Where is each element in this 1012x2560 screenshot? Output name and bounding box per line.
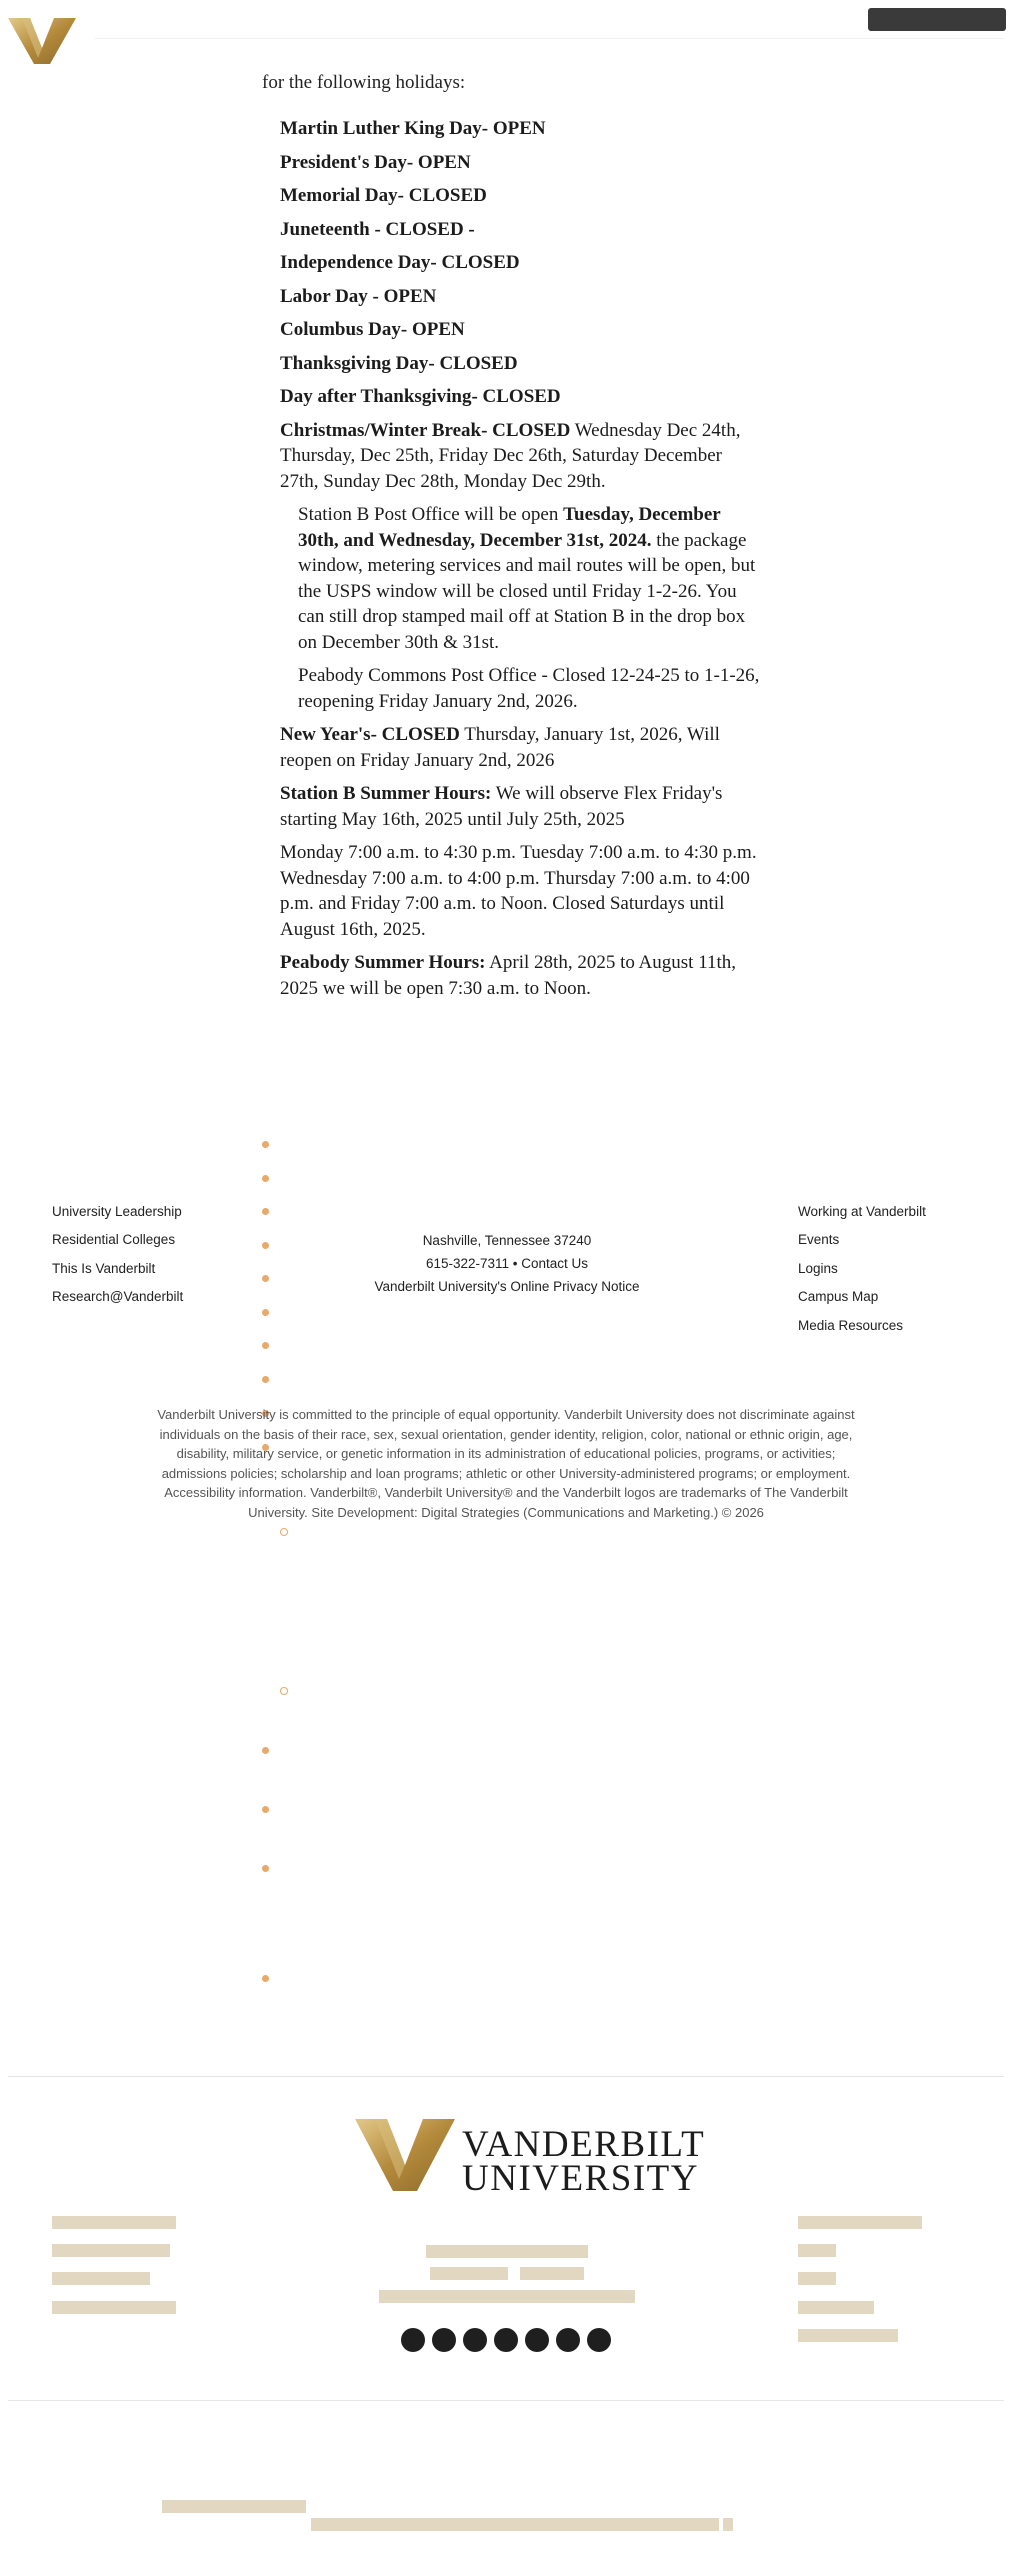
decorative-dot [262, 1806, 269, 1813]
holiday-item: Juneteenth - CLOSED - [280, 218, 475, 240]
wordmark-line-2: UNIVERSITY [462, 2158, 699, 2199]
station-b-notice [298, 502, 760, 655]
decorative-dot [262, 1865, 269, 1872]
holiday-item: Martin Luther King Day- OPEN [280, 118, 546, 139]
social-icon[interactable] [525, 2328, 549, 2352]
placeholder-legal [723, 2518, 733, 2531]
placeholder-legal [162, 2500, 306, 2513]
station-b-dates: Tuesday, December 30th, and Wednesday, December 31st, 2024. [298, 504, 721, 551]
new-years-dates: Thursday, January 1st, 2026, Will reopen on Friday January 2nd, 2026 [280, 724, 720, 771]
footer-link-media[interactable]: Media Resources [798, 1318, 904, 1333]
intro-text: for the following holidays: [262, 72, 466, 93]
holiday-item: Thanksgiving Day- CLOSED [280, 352, 518, 374]
christmas-dates: Wednesday Dec 24th, Thursday, Dec 25th, Friday Dec 26th, Saturday December 27th, Sunday Dec 28th, Monday Dec 29th. [280, 419, 741, 492]
peabody-summer [280, 950, 760, 1001]
decorative-dot [262, 1275, 269, 1282]
placeholder-link [798, 2272, 836, 2285]
footer-link-campus-map[interactable]: Campus Map [798, 1289, 879, 1304]
placeholder-link [52, 2244, 170, 2257]
placeholder-link [798, 2329, 898, 2342]
vanderbilt-v-logo[interactable] [8, 14, 76, 64]
decorative-dot [262, 1376, 269, 1383]
placeholder-link [798, 2244, 836, 2257]
legal-notice: Vanderbilt University is committed to the principle of equal opportunity. Vanderbilt University does not discriminate against individuals on the basis of their race, sex, sexual orientation, gender identity, religion, color, national or ethnic origin, age, disability, military service, or genetic information in its administration of educational policies, programs, or activities; admissions policies; scholarship and loan programs; athletic or other University-administered programs; or employment. Accessibility information. Vanderbilt®, Vanderbilt University® and the Vanderbilt logos are trademarks of The Vanderbilt University. Site Development: Digital Strategies (Communications and Marketing.) © 2026 [157, 1407, 855, 1520]
placeholder-contact [520, 2267, 584, 2280]
placeholder-address [426, 2245, 588, 2258]
decorative-dot [262, 1309, 269, 1316]
placeholder-privacy [379, 2290, 635, 2303]
footer-link-working[interactable]: Working at Vanderbilt [798, 1204, 926, 1219]
decorative-dot [262, 1342, 269, 1349]
placeholder-link [52, 2301, 176, 2314]
footer-contact[interactable]: 615-322-7311 • Contact Us [425, 1256, 589, 1271]
decorative-ring [280, 1687, 288, 1695]
new-years-label: New Year's- CLOSED [280, 724, 460, 745]
footer-link-logins[interactable]: Logins [798, 1261, 838, 1276]
header-button[interactable] [868, 8, 1006, 31]
summer-schedule: Monday 7:00 a.m. to 4:30 p.m. Tuesday 7:00 a.m. to 4:30 p.m. Wednesday 7:00 a.m. to 4:00 p.m. Thursday 7:00 a.m. to 4:00 p.m. and Friday 7:00 a.m. to Noon. Closed Saturdays until August 16th, 2025. [280, 842, 757, 940]
top-divider [95, 38, 1004, 39]
placeholder-link [52, 2216, 176, 2229]
footer-link-events[interactable]: Events [798, 1232, 840, 1247]
station-b-summer-label: Station B Summer Hours: [280, 783, 492, 804]
social-icon[interactable] [401, 2328, 425, 2352]
wordmark-line-1: VANDERBILT [462, 2124, 706, 2165]
station-b-summer-text: We will observe Flex Friday's starting May 16th, 2025 until July 25th, 2025 [280, 783, 723, 830]
holiday-item: Labor Day - OPEN [280, 285, 437, 307]
section-divider [8, 2076, 1004, 2077]
placeholder-contact [430, 2267, 508, 2280]
vanderbilt-v-mark [355, 2117, 455, 2191]
peabody-summer-text: April 28th, 2025 to August 11th, 2025 we will be open 7:30 a.m. to Noon. [280, 952, 737, 999]
holiday-item: Day after Thanksgiving- CLOSED [280, 386, 561, 407]
section-divider [8, 2400, 1004, 2401]
placeholder-link [798, 2216, 922, 2229]
vanderbilt-wordmark [462, 2124, 706, 2199]
decorative-dot [262, 1141, 269, 1148]
peabody-commons-notice: Peabody Commons Post Office - Closed 12-24-25 to 1-1-26, reopening Friday January 2nd, 2026. [298, 665, 760, 712]
holiday-item: Memorial Day- CLOSED [280, 185, 487, 206]
footer-link-research[interactable]: Research@Vanderbilt [52, 1289, 184, 1304]
new-years [280, 722, 760, 773]
station-b-pre: Station B Post Office will be open [298, 504, 564, 525]
top-bar [0, 0, 1012, 40]
social-icon[interactable] [556, 2328, 580, 2352]
placeholder-link [52, 2272, 150, 2285]
station-b-details: the package window, metering services and mail routes will be open, but the USPS window will be closed until Friday 1-2-26. You can still drop stamped mail off at Station B in the drop box on December 30th & 31st. [298, 529, 756, 653]
social-icon[interactable] [587, 2328, 611, 2352]
decorative-dot [262, 1747, 269, 1754]
social-icon[interactable] [432, 2328, 456, 2352]
holiday-item: Independence Day- CLOSED [280, 252, 520, 273]
station-b-summer [280, 781, 760, 832]
footer-link-this-is-vanderbilt[interactable]: This Is Vanderbilt [52, 1261, 156, 1276]
social-icon[interactable] [494, 2328, 518, 2352]
peabody-summer-label: Peabody Summer Hours: [280, 952, 486, 973]
decorative-dot [262, 1175, 269, 1182]
holiday-item: Columbus Day- OPEN [280, 319, 465, 340]
holiday-item: President's Day- OPEN [280, 151, 471, 173]
decorative-ring [280, 1528, 288, 1536]
christmas-label: Christmas/Winter Break- CLOSED [280, 419, 571, 441]
footer-privacy-link[interactable]: Vanderbilt University's Online Privacy Notice [374, 1279, 640, 1294]
decorative-dot [262, 1208, 269, 1215]
footer-link-leadership[interactable]: University Leadership [52, 1204, 182, 1219]
footer-link-residential[interactable]: Residential Colleges [52, 1232, 176, 1247]
holiday-list [280, 116, 760, 1009]
decorative-dot [262, 1242, 269, 1249]
placeholder-legal [311, 2518, 719, 2531]
social-icon[interactable] [463, 2328, 487, 2352]
placeholder-link [798, 2301, 874, 2314]
footer-address: Nashville, Tennessee 37240 [422, 1233, 592, 1248]
decorative-dot [262, 1975, 269, 1982]
christmas-break [280, 418, 760, 495]
